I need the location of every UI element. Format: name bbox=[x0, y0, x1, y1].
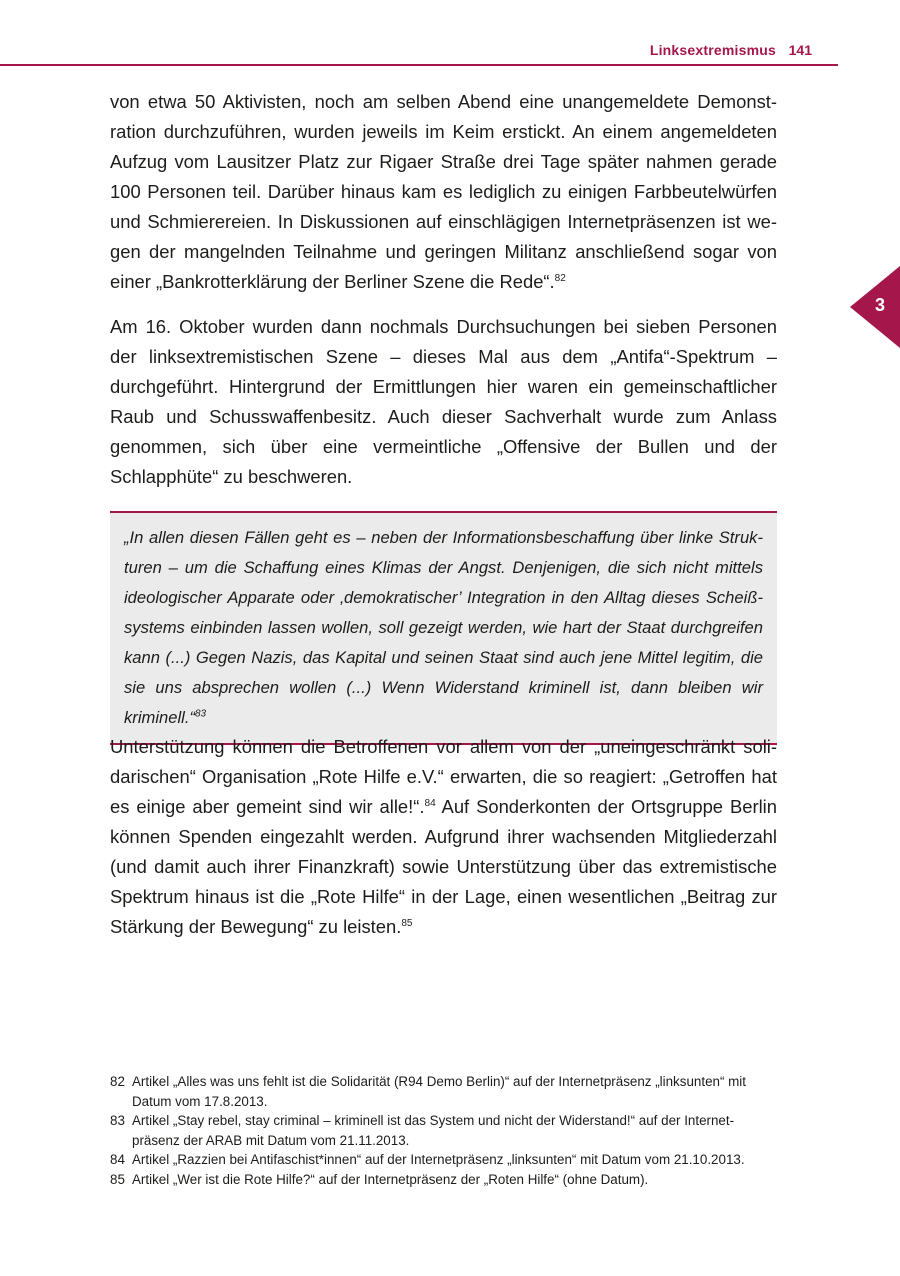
footnote-item bbox=[110, 1150, 777, 1170]
footnote-number: 84 bbox=[110, 1152, 125, 1167]
chapter-number: 3 bbox=[874, 295, 885, 315]
footnote-text: Artikel „Wer ist die Rote Hilfe?“ auf der Internetpräsenz der „Roten Hilfe“ (ohne Datum). bbox=[132, 1171, 649, 1187]
footnote-text: Artikel „Alles was uns fehlt ist die Solidarität (R94 Demo Berlin)“ auf der Internetpräsenz „linksunten“ mit Datum vom 17.8.2013. bbox=[132, 1074, 746, 1109]
footnote-number: 82 bbox=[110, 1074, 125, 1089]
quote-box bbox=[110, 511, 777, 745]
page-header bbox=[0, 0, 838, 66]
footnote-number: 83 bbox=[110, 1113, 125, 1128]
footnote-item bbox=[110, 1170, 777, 1190]
footnotes bbox=[110, 1072, 777, 1189]
footnote-text: Artikel „Razzien bei Antifaschist*innen“ auf der Internetpräsenz „linksunten“ mit Datum vom 21.10.2013. bbox=[132, 1152, 745, 1167]
footnote-ref-83[interactable]: 83 bbox=[195, 708, 207, 720]
paragraph-2 bbox=[110, 312, 777, 492]
paragraph-1-text: von etwa 50 Aktivisten, noch am selben Abend eine unangemeldete Demonstration durchzuführen, wurden jeweils im Keim erstickt. An einem angemeldeten Aufzug vom Lausitzer Platz zur Rigaer Straße drei Tage später nahmen gerade 100 Personen teil. Darüber hinaus kam es lediglich zu einigen Farbbeutelwürfen und Schmierereien. In Diskussionen auf einschlägigen Internetpräsenzen ist wegen der mangelnden Teilnahme und geringen Militanz anschließend sogar von einer „Bankrotterklärung der Berliner Szene die Rede“. bbox=[110, 91, 777, 292]
running-title: Linksextremismus bbox=[649, 42, 776, 58]
footnote-ref-84[interactable]: 84 bbox=[424, 797, 436, 809]
footnote-ref-82[interactable]: 82 bbox=[554, 272, 566, 284]
quote-text: „In allen diesen Fällen geht es – neben der Informationsbeschaffung über linke Strukturen – um die Schaffung eines Klimas der Angst. Denjenigen, die sich nicht mittels ideologischer Apparate oder ‚demokratischer’ Integration in den Alltag dieses Scheißsystems einbinden lassen wollen, soll gezeigt werden, wie hart der Staat durchgreifen kann (...) Gegen Nazis, das Kapital und seinen Staat sind auch jene Mittel legitim, die sie uns absprechen wollen (...) Wenn Widerstand kriminell ist, dann bleiben wir kriminell.“ bbox=[124, 528, 763, 727]
paragraph-3-text-b: Auf Sonderkonten der Ortsgruppe Berlin können Spenden eingezahlt werden. Aufgrund ihrer wachsenden Mitgliederzahl (und damit auch ihrer Finanzkraft) sowie Unterstützung über das extremistische Spektrum hinaus ist die „Rote Hilfe“ in der Lage, einen wesentlichen „Beitrag zur Stärkung der Bewegung“ zu leisten. bbox=[110, 796, 777, 937]
paragraph-1 bbox=[110, 87, 777, 297]
footnote-item bbox=[110, 1072, 777, 1111]
paragraph-3 bbox=[110, 732, 777, 942]
footnote-text: Artikel „Stay rebel, stay criminal – kriminell ist das System und nicht der Widerstand!“ auf der Internetpräsenz der ARAB mit Datum vom 21.11.2013. bbox=[132, 1113, 735, 1148]
footnote-ref-85[interactable]: 85 bbox=[401, 917, 413, 929]
paragraph-3-text-a: Unterstützung können die Betroffenen vor allem von der „uneingeschränkt solidarischen“ Organisation „Rote Hilfe e.V.“ erwarten, die so reagiert: „Getroffen hat es einige aber gemeint sind wir alle!“. bbox=[110, 736, 777, 817]
paragraph-2-text: Am 16. Oktober wurden dann nochmals Durchsuchungen bei sieben Personen der linksextremistischen Szene – dieses Mal aus dem „Antifa“-Spektrum – durchgeführt. Hintergrund der Ermittlungen hier waren ein gemeinschaftlicher Raub und Schusswaffenbesitz. Auch dieser Sachverhalt wurde zum Anlass genommen, sich über eine vermeintliche „Offensive der Bullen und der Schlapphüte“ zu beschweren. bbox=[110, 316, 777, 487]
page-number: 141 bbox=[788, 42, 812, 58]
footnote-item bbox=[110, 1111, 777, 1150]
footnote-number: 85 bbox=[110, 1171, 125, 1187]
